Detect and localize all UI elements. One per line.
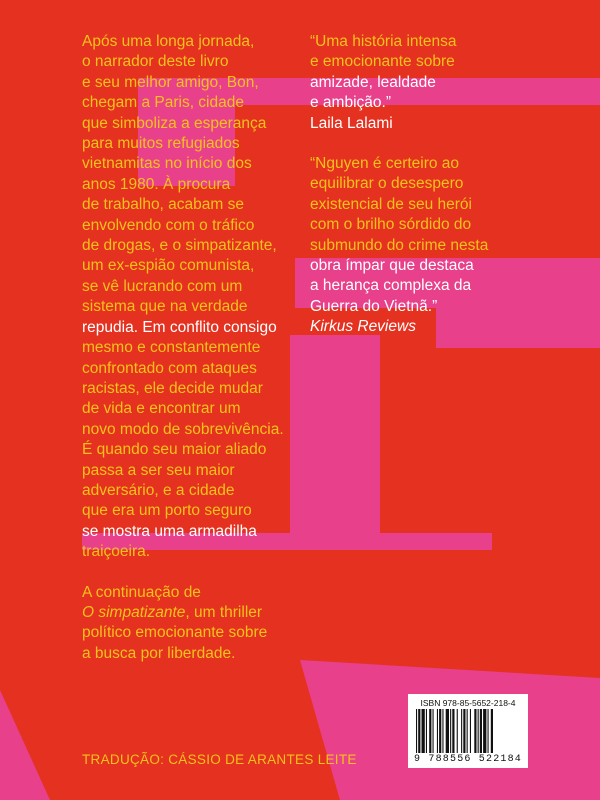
quote-source: Laila Lalami (310, 114, 393, 132)
synopsis-line: Após uma longa jornada, (82, 33, 255, 50)
synopsis-line: sistema que na verdade (82, 298, 248, 316)
quote-source: Kirkus Reviews (310, 318, 416, 336)
synopsis-line: É quando seu maior aliado (82, 441, 267, 459)
quote-line: amizade, lealdade (310, 73, 436, 91)
synopsis-line: o narrador deste livro (82, 53, 229, 71)
synopsis-line: e seu melhor amigo, Bon, (82, 73, 259, 91)
back-cover-synopsis (82, 32, 312, 664)
quote-block (310, 154, 510, 338)
quote-line: obra ímpar que destaca (310, 257, 474, 275)
quote-line: e ambição.” (310, 94, 391, 112)
synopsis-line: vietnamitas no início dos (82, 155, 252, 173)
synopsis-line: traiçoeira. (82, 543, 151, 561)
book-title: O simpatizante (82, 603, 186, 621)
continuation-paragraph (82, 583, 312, 665)
quote-line: “Nguyen é certeiro ao (310, 155, 460, 173)
synopsis-line: adversário, e a cidade (82, 481, 235, 499)
synopsis-line: que era um porto seguro (82, 502, 252, 520)
synopsis-line: racistas, ele decide mudar (82, 379, 263, 397)
synopsis-line: de trabalho, acabam se (82, 196, 244, 214)
quote-line: com o brilho sórdido do (310, 216, 472, 234)
synopsis-paragraph (82, 32, 312, 563)
quote-line: “Uma história intensa (310, 33, 457, 50)
review-quotes (310, 32, 510, 338)
isbn-label: ISBN 978-85-5652-218-4 (420, 698, 516, 708)
synopsis-line: um ex-espião comunista, (82, 257, 255, 275)
synopsis-line: novo modo de sobrevivência. (82, 420, 284, 438)
isbn-barcode (408, 694, 528, 768)
synopsis-line: de vida e encontrar um (82, 400, 241, 418)
continuation-text: , um thriller (185, 603, 263, 621)
continuation-line: a busca por liberdade. (82, 644, 236, 662)
barcode-number: 9 788556 522184 (413, 754, 522, 765)
synopsis-line: passa a ser seu maior (82, 461, 235, 479)
quote-line: Guerra do Vietnã.” (310, 297, 438, 315)
synopsis-line: envolvendo com o tráfico (82, 216, 255, 234)
synopsis-line: chegam a Paris, cidade (82, 94, 244, 112)
pink-triangle-bottom-left (0, 690, 50, 800)
synopsis-line: confrontado com ataques (82, 359, 257, 377)
synopsis-line: que simboliza a esperança (82, 114, 267, 132)
continuation-line: político emocionante sobre (82, 624, 268, 642)
synopsis-line: repudia. Em conflito consigo (82, 318, 277, 336)
quote-line: existencial de seu herói (310, 195, 472, 213)
quote-line: a herança complexa da (310, 277, 472, 295)
barcode-icon (416, 709, 520, 753)
synopsis-line: para muitos refugiados (82, 135, 240, 153)
synopsis-line: se mostra uma armadilha (82, 522, 257, 540)
synopsis-line: de drogas, e o simpatizante, (82, 237, 277, 255)
translator-credit: TRADUÇÃO: CÁSSIO DE ARANTES LEITE (82, 752, 357, 767)
synopsis-line: se vê lucrando com um (82, 277, 243, 295)
quote-line: e emocionante sobre (310, 53, 455, 71)
synopsis-line: mesmo e constantemente (82, 339, 261, 357)
synopsis-line: anos 1980. À procura (82, 175, 231, 193)
continuation-line (82, 603, 312, 623)
quote-line: equilibrar o desespero (310, 175, 464, 193)
quote-block (310, 32, 510, 134)
continuation-line: A continuação de (82, 583, 201, 601)
quote-line: submundo do crime nesta (310, 236, 489, 254)
